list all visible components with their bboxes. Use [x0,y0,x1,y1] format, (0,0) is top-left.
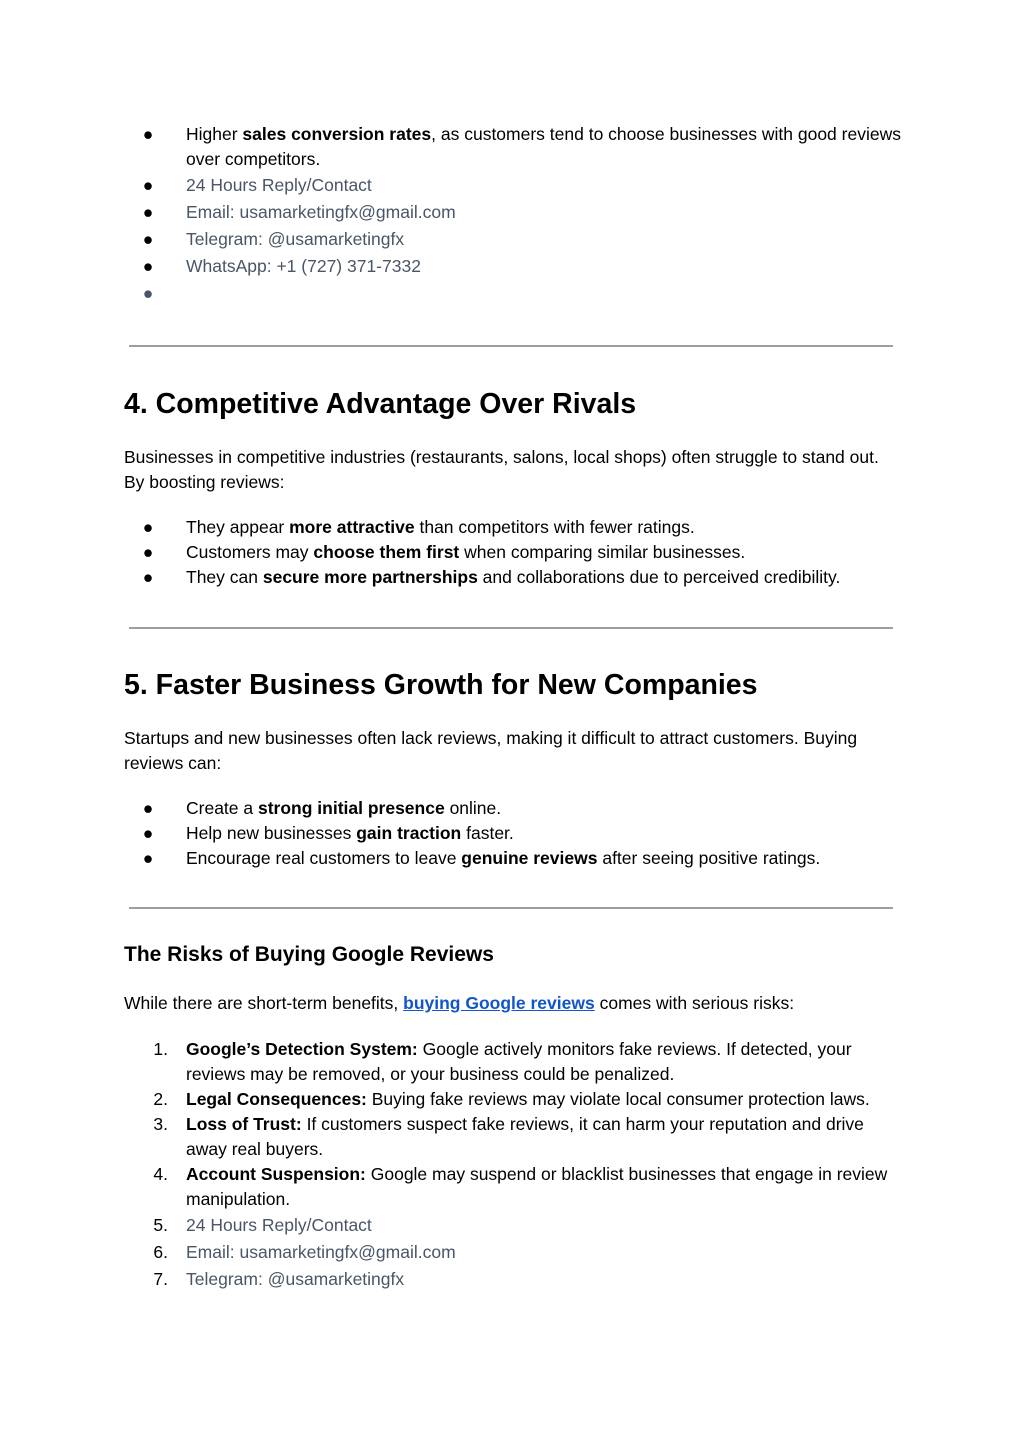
section-heading-5: 5. Faster Business Growth for New Companies [124,669,758,701]
bullet-icon: ● [142,229,154,249]
bullet-icon: ● [142,798,154,818]
list-number: 6. [153,1242,168,1262]
bullet-icon: ● [142,542,154,562]
list-number: 1. [153,1039,168,1059]
section-intro-4: Businesses in competitive industries (restaurants, salons, local shops) often struggle to stand out. By boosting reviews: [124,447,879,492]
growth-list [124,796,904,871]
benefits-list [124,122,904,307]
bullet-icon: ● [142,517,154,537]
list-item: 3. Loss of Trust: If customers suspect fake reviews, it can harm your reputation and drive away real buyers. [124,1112,904,1162]
bullet-icon: ● [142,567,154,587]
list-number: 5. [153,1215,168,1235]
divider [129,627,893,629]
buying-google-reviews-link[interactable]: buying Google reviews [403,993,595,1013]
contact-reply: 5. 24 Hours Reply/Contact [124,1212,904,1239]
contact-email[interactable]: ● Email: usamarketingfx@gmail.com [124,199,904,226]
list-item: 4. Account Suspension: Google may suspend or blacklist businesses that engage in review manipulation. [124,1162,904,1212]
list-item: ● Higher sales conversion rates, as customers tend to choose businesses with good reviews over competitors. [124,122,904,172]
contact-whatsapp[interactable]: ● WhatsApp: +1 (727) 371-7332 [124,253,904,280]
empty-list-item [124,280,904,307]
list-item: ● Create a strong initial presence online. [124,796,904,821]
bullet-icon: ● [142,175,154,195]
list-number: 3. [153,1114,168,1134]
advantage-list [124,515,904,590]
list-item: ● Customers may choose them first when comparing similar businesses. [124,540,904,565]
list-item: 2. Legal Consequences: Buying fake reviews may violate local consumer protection laws. [124,1087,904,1112]
contact-reply: ● 24 Hours Reply/Contact [124,172,904,199]
bullet-icon: ● [142,256,154,276]
list-item: ● Help new businesses gain traction faster. [124,821,904,846]
list-item: 1. Google’s Detection System: Google actively monitors fake reviews. If detected, your reviews may be removed, or your business could be penalized. [124,1037,904,1087]
list-item: ● Encourage real customers to leave genuine reviews after seeing positive ratings. [124,846,904,871]
bullet-icon: ● [142,124,154,144]
bullet-icon: ● [142,283,154,303]
section-heading-4: 4. Competitive Advantage Over Rivals [124,388,637,420]
contact-telegram[interactable]: ● Telegram: @usamarketingfx [124,226,904,253]
list-number: 4. [153,1164,168,1184]
divider [129,907,893,909]
list-number: 7. [153,1269,168,1289]
bullet-icon: ● [142,848,154,868]
contact-telegram[interactable]: 7. Telegram: @usamarketingfx [124,1266,904,1293]
list-item: ● They appear more attractive than competitors with fewer ratings. [124,515,904,540]
risks-heading: The Risks of Buying Google Reviews [124,943,494,966]
divider [129,345,893,347]
risks-list [124,1037,904,1293]
list-number: 2. [153,1089,168,1109]
list-item: ● They can secure more partnerships and collaborations due to perceived credibility. [124,565,904,590]
risks-intro: While there are short-term benefits, buying Google reviews comes with serious risks: [124,993,795,1013]
bullet-icon: ● [142,202,154,222]
bullet-icon: ● [142,823,154,843]
section-intro-5: Startups and new businesses often lack reviews, making it difficult to attract customers. Buying reviews can: [124,728,858,773]
contact-email[interactable]: 6. Email: usamarketingfx@gmail.com [124,1239,904,1266]
